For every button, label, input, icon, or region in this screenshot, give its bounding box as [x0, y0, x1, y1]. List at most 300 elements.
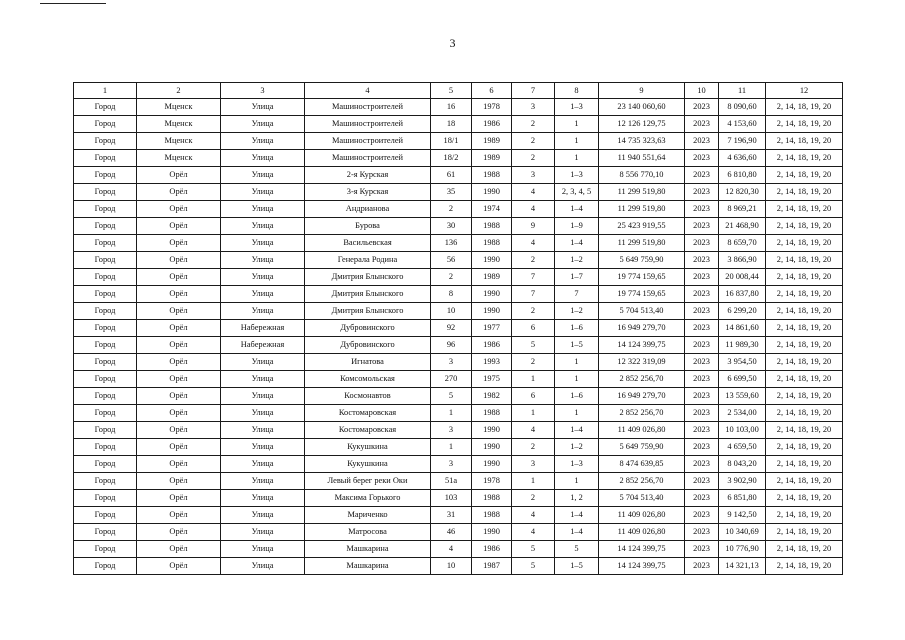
- table-cell: Максима Горького: [305, 490, 431, 507]
- table-cell: 14 735 323,63: [599, 133, 685, 150]
- table-cell: 6: [512, 388, 555, 405]
- table-cell: Улица: [221, 541, 305, 558]
- table-cell: Улица: [221, 167, 305, 184]
- table-cell: 2023: [685, 422, 719, 439]
- table-row: [74, 371, 843, 388]
- table-cell: 12 322 319,09: [599, 354, 685, 371]
- table-cell: 103: [431, 490, 472, 507]
- table-cell: Генерала Родина: [305, 252, 431, 269]
- page-number: 3: [449, 36, 456, 50]
- table-cell: 1–2: [555, 252, 599, 269]
- table-cell: Орёл: [137, 303, 221, 320]
- table-cell: 2 852 256,70: [599, 405, 685, 422]
- table-cell: 2, 14, 18, 19, 20: [766, 371, 843, 388]
- table-cell: 1990: [472, 456, 512, 473]
- table-cell: 4: [431, 541, 472, 558]
- table-row: [74, 235, 843, 252]
- table-cell: 25 423 919,55: [599, 218, 685, 235]
- table-cell: 1988: [472, 218, 512, 235]
- table-cell: 2, 3, 4, 5: [555, 184, 599, 201]
- table-cell: Орёл: [137, 337, 221, 354]
- table-cell: Костомаровская: [305, 422, 431, 439]
- table-row: [74, 99, 843, 116]
- table-cell: Город: [74, 235, 137, 252]
- table-cell: 1–4: [555, 524, 599, 541]
- table-cell: Орёл: [137, 286, 221, 303]
- table-cell: Комсомольская: [305, 371, 431, 388]
- table-cell: Набережная: [221, 337, 305, 354]
- table-cell: Орёл: [137, 354, 221, 371]
- table-cell: Улица: [221, 184, 305, 201]
- table-cell: 5: [512, 558, 555, 575]
- table-row: [74, 490, 843, 507]
- table-cell: 2023: [685, 490, 719, 507]
- table-row: [74, 354, 843, 371]
- table-cell: 2, 14, 18, 19, 20: [766, 167, 843, 184]
- table-cell: 2023: [685, 320, 719, 337]
- table-cell: 46: [431, 524, 472, 541]
- table-cell: 1988: [472, 490, 512, 507]
- table-cell: 2, 14, 18, 19, 20: [766, 439, 843, 456]
- table-cell: 1, 2: [555, 490, 599, 507]
- table-cell: 1987: [472, 558, 512, 575]
- table-cell: Дубровинского: [305, 337, 431, 354]
- table-cell: Бурова: [305, 218, 431, 235]
- table-cell: 136: [431, 235, 472, 252]
- table-cell: 6 851,80: [719, 490, 766, 507]
- table-cell: Матросова: [305, 524, 431, 541]
- table-cell: 11 409 026,80: [599, 422, 685, 439]
- table-row: [74, 541, 843, 558]
- table-row: [74, 507, 843, 524]
- table-cell: 2, 14, 18, 19, 20: [766, 99, 843, 116]
- table-cell: 6: [512, 320, 555, 337]
- table-cell: 1–9: [555, 218, 599, 235]
- table-cell: 2, 14, 18, 19, 20: [766, 252, 843, 269]
- table-cell: 4 153,60: [719, 116, 766, 133]
- column-header: 9: [599, 83, 685, 99]
- table-cell: Мценск: [137, 150, 221, 167]
- table-cell: 2, 14, 18, 19, 20: [766, 354, 843, 371]
- table-cell: Васильевская: [305, 235, 431, 252]
- table-cell: 16: [431, 99, 472, 116]
- table-cell: Улица: [221, 524, 305, 541]
- table-cell: 11 299 519,80: [599, 235, 685, 252]
- table-cell: 3: [512, 456, 555, 473]
- table-cell: 4 636,60: [719, 150, 766, 167]
- table-cell: Город: [74, 99, 137, 116]
- table-cell: 1: [555, 473, 599, 490]
- table-cell: 16 949 279,70: [599, 320, 685, 337]
- table-cell: 7: [512, 269, 555, 286]
- table-cell: Орёл: [137, 388, 221, 405]
- table-cell: 11 409 026,80: [599, 507, 685, 524]
- table-cell: 13 559,60: [719, 388, 766, 405]
- table-cell: 5 649 759,90: [599, 439, 685, 456]
- table-cell: 2023: [685, 473, 719, 490]
- table-cell: 11 409 026,80: [599, 524, 685, 541]
- table-cell: Орёл: [137, 507, 221, 524]
- table-cell: Набережная: [221, 320, 305, 337]
- table-cell: 5: [512, 541, 555, 558]
- table-cell: 1986: [472, 116, 512, 133]
- table-cell: Улица: [221, 116, 305, 133]
- table-cell: Улица: [221, 490, 305, 507]
- table-cell: 2, 14, 18, 19, 20: [766, 558, 843, 575]
- table-cell: 4: [512, 422, 555, 439]
- table-cell: Улица: [221, 439, 305, 456]
- table-cell: 2, 14, 18, 19, 20: [766, 286, 843, 303]
- table-cell: 3 954,50: [719, 354, 766, 371]
- table-cell: Дмитрия Блынского: [305, 286, 431, 303]
- table-cell: 2: [512, 133, 555, 150]
- table-cell: Улица: [221, 354, 305, 371]
- table-cell: Улица: [221, 201, 305, 218]
- table-cell: 6 299,20: [719, 303, 766, 320]
- table-row: [74, 439, 843, 456]
- table-cell: 2, 14, 18, 19, 20: [766, 235, 843, 252]
- table-cell: 7: [512, 286, 555, 303]
- table-cell: 1978: [472, 99, 512, 116]
- table-cell: Город: [74, 507, 137, 524]
- table-cell: 3: [431, 354, 472, 371]
- table-cell: 10 103,00: [719, 422, 766, 439]
- table-cell: Орёл: [137, 473, 221, 490]
- table-row: [74, 116, 843, 133]
- table-cell: 6 699,50: [719, 371, 766, 388]
- table-row: [74, 201, 843, 218]
- column-header: 5: [431, 83, 472, 99]
- table-row: [74, 473, 843, 490]
- table-cell: 2, 14, 18, 19, 20: [766, 507, 843, 524]
- table-cell: 2023: [685, 371, 719, 388]
- table-cell: 31: [431, 507, 472, 524]
- table-cell: 2, 14, 18, 19, 20: [766, 541, 843, 558]
- table-cell: Город: [74, 422, 137, 439]
- table-cell: 1: [555, 371, 599, 388]
- table-cell: 4: [512, 507, 555, 524]
- table-cell: 11 299 519,80: [599, 184, 685, 201]
- table-cell: 2, 14, 18, 19, 20: [766, 456, 843, 473]
- table-cell: 2: [512, 116, 555, 133]
- table-cell: Улица: [221, 507, 305, 524]
- table-cell: Мценск: [137, 116, 221, 133]
- table-cell: 2023: [685, 354, 719, 371]
- table-cell: 2: [512, 150, 555, 167]
- table-row: [74, 150, 843, 167]
- table-cell: 30: [431, 218, 472, 235]
- table-cell: 2023: [685, 405, 719, 422]
- table-cell: 1989: [472, 133, 512, 150]
- table-cell: 1990: [472, 422, 512, 439]
- table-cell: 8 556 770,10: [599, 167, 685, 184]
- table-cell: Орёл: [137, 439, 221, 456]
- data-table: [73, 82, 843, 575]
- table-row: [74, 320, 843, 337]
- table-cell: Машиностроителей: [305, 116, 431, 133]
- table-cell: 2023: [685, 150, 719, 167]
- table-cell: 2023: [685, 388, 719, 405]
- table-cell: 19 774 159,65: [599, 269, 685, 286]
- table-cell: 2-я Курская: [305, 167, 431, 184]
- table-cell: 3: [431, 422, 472, 439]
- table-cell: Город: [74, 150, 137, 167]
- table-cell: 4 659,50: [719, 439, 766, 456]
- table-cell: Город: [74, 252, 137, 269]
- table-row: [74, 218, 843, 235]
- table-cell: 2 852 256,70: [599, 371, 685, 388]
- table-cell: 96: [431, 337, 472, 354]
- table-cell: 2, 14, 18, 19, 20: [766, 473, 843, 490]
- table-cell: 10: [431, 303, 472, 320]
- table-cell: 2, 14, 18, 19, 20: [766, 337, 843, 354]
- table-row: [74, 388, 843, 405]
- table-cell: 14 124 399,75: [599, 337, 685, 354]
- table-cell: Орёл: [137, 490, 221, 507]
- table-cell: 2023: [685, 337, 719, 354]
- table-cell: Улица: [221, 388, 305, 405]
- table-cell: Улица: [221, 235, 305, 252]
- table-cell: 1986: [472, 541, 512, 558]
- table-cell: Космонавтов: [305, 388, 431, 405]
- table-cell: 4: [512, 235, 555, 252]
- table-cell: Город: [74, 456, 137, 473]
- table-cell: 2, 14, 18, 19, 20: [766, 269, 843, 286]
- table-cell: 1990: [472, 524, 512, 541]
- table-cell: 2023: [685, 252, 719, 269]
- table-cell: 3: [512, 99, 555, 116]
- column-header: 8: [555, 83, 599, 99]
- table-cell: 18: [431, 116, 472, 133]
- table-cell: 2023: [685, 269, 719, 286]
- table-cell: 1–3: [555, 456, 599, 473]
- table-cell: Орёл: [137, 371, 221, 388]
- table-cell: Дмитрия Блынского: [305, 269, 431, 286]
- table-cell: 2, 14, 18, 19, 20: [766, 303, 843, 320]
- table-cell: 2023: [685, 99, 719, 116]
- column-header: 4: [305, 83, 431, 99]
- table-cell: 3: [431, 456, 472, 473]
- table-cell: Орёл: [137, 320, 221, 337]
- column-header: 3: [221, 83, 305, 99]
- table-cell: 2, 14, 18, 19, 20: [766, 388, 843, 405]
- table-cell: Город: [74, 524, 137, 541]
- table-cell: Улица: [221, 473, 305, 490]
- table-cell: Андрианова: [305, 201, 431, 218]
- table-row: [74, 558, 843, 575]
- table-cell: 1982: [472, 388, 512, 405]
- table-cell: 5 704 513,40: [599, 303, 685, 320]
- table-cell: Улица: [221, 405, 305, 422]
- table-body: [74, 99, 843, 575]
- table-cell: Машиностроителей: [305, 150, 431, 167]
- table-cell: 2, 14, 18, 19, 20: [766, 150, 843, 167]
- table-cell: 1: [555, 150, 599, 167]
- table-cell: 270: [431, 371, 472, 388]
- table-cell: Город: [74, 388, 137, 405]
- table-cell: 5 649 759,90: [599, 252, 685, 269]
- table-cell: 51a: [431, 473, 472, 490]
- table-cell: 1–2: [555, 439, 599, 456]
- table-cell: 4: [512, 524, 555, 541]
- table-cell: 5 704 513,40: [599, 490, 685, 507]
- table-cell: 12 126 129,75: [599, 116, 685, 133]
- table-cell: 1978: [472, 473, 512, 490]
- table-cell: Город: [74, 490, 137, 507]
- table-cell: 1–3: [555, 167, 599, 184]
- table-cell: 5: [431, 388, 472, 405]
- table-row: [74, 286, 843, 303]
- table-cell: 1989: [472, 269, 512, 286]
- table-cell: 92: [431, 320, 472, 337]
- table-cell: 1: [555, 405, 599, 422]
- table-row: [74, 184, 843, 201]
- table-cell: 1988: [472, 167, 512, 184]
- table-cell: 1977: [472, 320, 512, 337]
- table-cell: 2023: [685, 303, 719, 320]
- table-cell: 1–4: [555, 201, 599, 218]
- table-cell: Город: [74, 133, 137, 150]
- table-cell: 19 774 159,65: [599, 286, 685, 303]
- table-cell: 1: [555, 116, 599, 133]
- column-header: 1: [74, 83, 137, 99]
- column-header: 10: [685, 83, 719, 99]
- table-cell: Город: [74, 405, 137, 422]
- table-cell: 1–5: [555, 558, 599, 575]
- table-cell: 14 124 399,75: [599, 541, 685, 558]
- table-cell: 8: [431, 286, 472, 303]
- table-cell: 1: [512, 473, 555, 490]
- table-cell: 1990: [472, 439, 512, 456]
- table-row: [74, 456, 843, 473]
- table-cell: Город: [74, 541, 137, 558]
- table-cell: Улица: [221, 371, 305, 388]
- table-cell: Город: [74, 320, 137, 337]
- table-cell: 1–6: [555, 388, 599, 405]
- table-row: [74, 252, 843, 269]
- table-cell: 3: [512, 167, 555, 184]
- table-cell: Орёл: [137, 201, 221, 218]
- table-cell: 2: [512, 439, 555, 456]
- table-cell: Улица: [221, 269, 305, 286]
- table-cell: 61: [431, 167, 472, 184]
- table-cell: 18/1: [431, 133, 472, 150]
- table-row: [74, 303, 843, 320]
- table-cell: 14 321,13: [719, 558, 766, 575]
- table-cell: 2023: [685, 558, 719, 575]
- table-cell: 1988: [472, 235, 512, 252]
- table-cell: 2023: [685, 507, 719, 524]
- table-cell: 2, 14, 18, 19, 20: [766, 201, 843, 218]
- table-cell: Машкарина: [305, 541, 431, 558]
- table-cell: Улица: [221, 286, 305, 303]
- table-cell: 1990: [472, 286, 512, 303]
- table-cell: 8 969,21: [719, 201, 766, 218]
- table-cell: 16 837,80: [719, 286, 766, 303]
- column-header: 6: [472, 83, 512, 99]
- table-cell: 1989: [472, 150, 512, 167]
- table-cell: Город: [74, 558, 137, 575]
- table-cell: Мариченко: [305, 507, 431, 524]
- table-cell: 8 090,60: [719, 99, 766, 116]
- table-cell: 1: [512, 405, 555, 422]
- table-row: [74, 269, 843, 286]
- table-cell: 1993: [472, 354, 512, 371]
- table-cell: 2023: [685, 524, 719, 541]
- table-cell: 16 949 279,70: [599, 388, 685, 405]
- table-cell: Орёл: [137, 405, 221, 422]
- table-row: [74, 422, 843, 439]
- table-cell: 3 866,90: [719, 252, 766, 269]
- table-cell: Улица: [221, 422, 305, 439]
- table-cell: 3-я Курская: [305, 184, 431, 201]
- table-row: [74, 167, 843, 184]
- table-cell: 1: [512, 371, 555, 388]
- table-cell: 9: [512, 218, 555, 235]
- table-cell: 14 861,60: [719, 320, 766, 337]
- table-cell: Город: [74, 116, 137, 133]
- table-cell: 12 820,30: [719, 184, 766, 201]
- table-cell: Кукушкина: [305, 439, 431, 456]
- table-cell: 9 142,50: [719, 507, 766, 524]
- table-cell: 2023: [685, 116, 719, 133]
- table-cell: 2 534,00: [719, 405, 766, 422]
- table-cell: Улица: [221, 558, 305, 575]
- table-cell: 1990: [472, 303, 512, 320]
- table-cell: 2023: [685, 439, 719, 456]
- table-cell: 2, 14, 18, 19, 20: [766, 133, 843, 150]
- table-cell: 2: [431, 269, 472, 286]
- table-cell: 2023: [685, 286, 719, 303]
- table-cell: 7 196,90: [719, 133, 766, 150]
- table-cell: Орёл: [137, 218, 221, 235]
- table-cell: Улица: [221, 133, 305, 150]
- table-cell: 2: [512, 303, 555, 320]
- column-header: 12: [766, 83, 843, 99]
- table-cell: Город: [74, 303, 137, 320]
- table-cell: 4: [512, 184, 555, 201]
- table-cell: 5: [555, 541, 599, 558]
- table-cell: 1990: [472, 184, 512, 201]
- table-cell: Город: [74, 286, 137, 303]
- table-row: [74, 405, 843, 422]
- table-cell: Мценск: [137, 99, 221, 116]
- table-cell: 2: [512, 490, 555, 507]
- top-rule: [40, 0, 106, 4]
- table-cell: 1–5: [555, 337, 599, 354]
- table-cell: 2, 14, 18, 19, 20: [766, 116, 843, 133]
- table-cell: 2, 14, 18, 19, 20: [766, 218, 843, 235]
- table-cell: Орёл: [137, 167, 221, 184]
- table-cell: Город: [74, 473, 137, 490]
- table-cell: 2023: [685, 201, 719, 218]
- table-cell: 56: [431, 252, 472, 269]
- table-cell: 2, 14, 18, 19, 20: [766, 405, 843, 422]
- table-cell: 10 776,90: [719, 541, 766, 558]
- table-cell: 11 940 551,64: [599, 150, 685, 167]
- table-cell: Орёл: [137, 558, 221, 575]
- table-cell: Город: [74, 354, 137, 371]
- table-cell: Дмитрия Блынского: [305, 303, 431, 320]
- table-cell: 1–6: [555, 320, 599, 337]
- column-header: 7: [512, 83, 555, 99]
- table-cell: 1–2: [555, 303, 599, 320]
- table-cell: 2, 14, 18, 19, 20: [766, 184, 843, 201]
- table-cell: 1–4: [555, 422, 599, 439]
- table-cell: Город: [74, 167, 137, 184]
- table-cell: Улица: [221, 150, 305, 167]
- table-cell: 10 340,69: [719, 524, 766, 541]
